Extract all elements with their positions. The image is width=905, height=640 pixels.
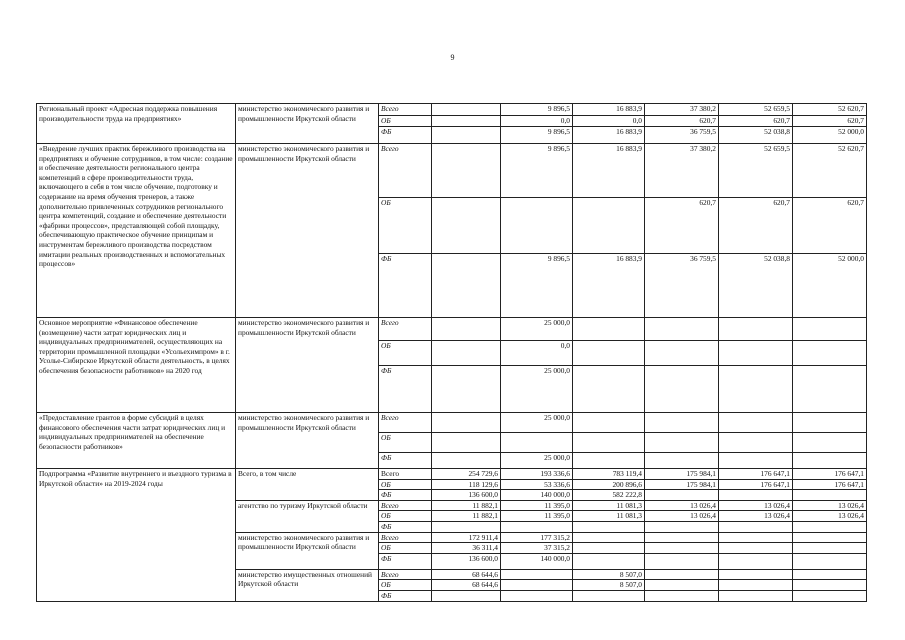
amount-cell	[501, 433, 573, 453]
funding-source-cell: ОБ	[379, 511, 432, 522]
executor-cell: министерство имущественных отношений Иркутской области	[236, 569, 379, 601]
funding-source-cell: ФБ	[379, 366, 432, 413]
amount-cell: 620,7	[645, 116, 719, 127]
table-row	[37, 469, 867, 480]
amount-cell	[645, 521, 719, 532]
amount-cell: 36 759,5	[645, 127, 719, 144]
amount-cell	[573, 532, 645, 543]
amount-cell: 36 759,5	[645, 254, 719, 318]
amount-cell	[719, 521, 793, 532]
amount-cell: 0,0	[501, 341, 573, 366]
amount-cell	[793, 413, 867, 433]
amount-cell: 68 644,6	[432, 580, 501, 591]
amount-cell	[645, 318, 719, 341]
amount-cell	[501, 521, 573, 532]
amount-cell	[793, 543, 867, 554]
amount-cell: 13 026,4	[793, 500, 867, 511]
amount-cell	[645, 532, 719, 543]
amount-cell: 118 129,6	[432, 479, 501, 490]
amount-cell: 13 026,4	[719, 500, 793, 511]
amount-cell: 11 395,0	[501, 500, 573, 511]
amount-cell: 172 911,4	[432, 532, 501, 543]
budget-table	[36, 103, 867, 602]
amount-cell: 13 026,4	[793, 511, 867, 522]
program-name-cell: Подпрограмма «Развитие внутреннего и въездного туризма в Иркутской области» на 2019-2024 годы	[37, 469, 236, 602]
funding-source-cell: ФБ	[379, 521, 432, 532]
amount-cell: 9 896,5	[501, 144, 573, 198]
amount-cell	[432, 433, 501, 453]
amount-cell: 37 380,2	[645, 144, 719, 198]
amount-cell: 36 311,4	[432, 543, 501, 554]
amount-cell	[793, 580, 867, 591]
amount-cell: 9 896,5	[501, 127, 573, 144]
amount-cell: 9 896,5	[501, 254, 573, 318]
amount-cell: 175 984,1	[645, 469, 719, 480]
amount-cell	[432, 104, 501, 116]
executor-cell: министерство экономического развития и промышленности Иркутской области	[236, 532, 379, 569]
amount-cell: 53 336,6	[501, 479, 573, 490]
amount-cell	[573, 198, 645, 254]
amount-cell: 582 222,8	[573, 490, 645, 501]
amount-cell	[645, 366, 719, 413]
funding-source-cell: ФБ	[379, 553, 432, 569]
amount-cell	[719, 433, 793, 453]
funding-source-cell: ОБ	[379, 543, 432, 554]
funding-source-cell: Всего	[379, 569, 432, 580]
program-name-cell: «Предоставление грантов в форме субсидий в целях финансового обеспечения части затрат юридических лиц и индивидуальных предпринимателей на обеспечение безопасности работников»	[37, 413, 236, 469]
amount-cell: 52 038,8	[719, 254, 793, 318]
amount-cell	[432, 341, 501, 366]
funding-source-cell: Всего	[379, 318, 432, 341]
amount-cell	[645, 433, 719, 453]
amount-cell: 200 896,6	[573, 479, 645, 490]
amount-cell: 177 315,2	[501, 532, 573, 543]
amount-cell: 37 380,2	[645, 104, 719, 116]
amount-cell	[432, 116, 501, 127]
amount-cell: 0,0	[573, 116, 645, 127]
amount-cell	[793, 590, 867, 601]
executor-cell: министерство экономического развития и промышленности Иркутской области	[236, 104, 379, 144]
funding-source-cell: ОБ	[379, 116, 432, 127]
funding-source-cell: Всего	[379, 469, 432, 480]
amount-cell	[645, 553, 719, 569]
amount-cell	[432, 318, 501, 341]
amount-cell: 0,0	[501, 116, 573, 127]
amount-cell	[501, 569, 573, 580]
amount-cell	[573, 543, 645, 554]
funding-source-cell: ОБ	[379, 479, 432, 490]
amount-cell	[793, 433, 867, 453]
amount-cell	[793, 366, 867, 413]
amount-cell	[501, 580, 573, 591]
amount-cell: 68 644,6	[432, 569, 501, 580]
amount-cell: 52 038,8	[719, 127, 793, 144]
amount-cell: 11 395,0	[501, 511, 573, 522]
amount-cell	[432, 453, 501, 469]
amount-cell	[719, 413, 793, 433]
amount-cell: 52 659,5	[719, 104, 793, 116]
amount-cell	[573, 521, 645, 532]
amount-cell: 620,7	[793, 116, 867, 127]
amount-cell	[645, 490, 719, 501]
table-row	[37, 413, 867, 433]
amount-cell: 11 081,3	[573, 500, 645, 511]
program-name-cell: Региональный проект «Адресная поддержка повышения производительности труда на предприятиях»	[37, 104, 236, 144]
amount-cell: 620,7	[793, 198, 867, 254]
amount-cell: 13 026,4	[645, 511, 719, 522]
amount-cell	[645, 453, 719, 469]
amount-cell: 176 647,1	[793, 469, 867, 480]
amount-cell: 25 000,0	[501, 366, 573, 413]
amount-cell	[573, 590, 645, 601]
amount-cell	[645, 341, 719, 366]
amount-cell: 8 507,0	[573, 580, 645, 591]
amount-cell: 136 600,0	[432, 490, 501, 501]
funding-source-cell: Всего	[379, 413, 432, 433]
amount-cell	[719, 341, 793, 366]
amount-cell	[645, 569, 719, 580]
amount-cell: 254 729,6	[432, 469, 501, 480]
amount-cell: 52 000,0	[793, 254, 867, 318]
amount-cell: 16 883,9	[573, 254, 645, 318]
amount-cell	[793, 532, 867, 543]
executor-cell: министерство экономического развития и промышленности Иркутской области	[236, 318, 379, 413]
funding-source-cell: ФБ	[379, 490, 432, 501]
amount-cell: 783 119,4	[573, 469, 645, 480]
amount-cell	[719, 580, 793, 591]
amount-cell	[719, 532, 793, 543]
funding-source-cell: Всего	[379, 500, 432, 511]
amount-cell	[719, 453, 793, 469]
amount-cell	[432, 254, 501, 318]
amount-cell	[719, 553, 793, 569]
amount-cell: 11 882,1	[432, 511, 501, 522]
amount-cell	[719, 569, 793, 580]
program-name-cell: «Внедрение лучших практик бережливого производства на предприятиях и обучение сотрудников, в том числе: создание и обеспечение деятельности регионального центра компетенций в сфере производительности труда, включающего в себя в том числе обучение, подготовку и содержание на время обучения тренеров, а также дополнительно привлеченных сотрудников регионального центра компетенций, создание и обеспечение деятельности «фабрики процессов», представляющей собой площадку, обеспечивающую практическое обучение принципам и инструментам бережливого производства посредством имитации реальных производственных и вспомогательных процессов»	[37, 144, 236, 318]
table-row	[37, 318, 867, 341]
amount-cell	[432, 413, 501, 433]
budget-table-body	[37, 104, 867, 602]
amount-cell: 8 507,0	[573, 569, 645, 580]
amount-cell	[573, 413, 645, 433]
amount-cell	[793, 490, 867, 501]
amount-cell	[719, 318, 793, 341]
amount-cell	[432, 366, 501, 413]
amount-cell	[793, 553, 867, 569]
amount-cell	[645, 413, 719, 433]
funding-source-cell: ОБ	[379, 433, 432, 453]
amount-cell: 52 620,7	[793, 144, 867, 198]
amount-cell: 16 883,9	[573, 104, 645, 116]
funding-source-cell: ФБ	[379, 453, 432, 469]
amount-cell	[501, 590, 573, 601]
funding-source-cell: ФБ	[379, 254, 432, 318]
amount-cell: 620,7	[719, 198, 793, 254]
amount-cell: 176 647,1	[719, 469, 793, 480]
amount-cell	[719, 490, 793, 501]
amount-cell	[793, 318, 867, 341]
funding-source-cell: ОБ	[379, 341, 432, 366]
amount-cell	[432, 590, 501, 601]
amount-cell	[645, 543, 719, 554]
amount-cell	[432, 198, 501, 254]
amount-cell: 25 000,0	[501, 318, 573, 341]
amount-cell	[645, 590, 719, 601]
amount-cell: 13 026,4	[645, 500, 719, 511]
amount-cell: 52 659,5	[719, 144, 793, 198]
amount-cell: 620,7	[719, 116, 793, 127]
amount-cell	[573, 366, 645, 413]
amount-cell: 16 883,9	[573, 127, 645, 144]
amount-cell: 193 336,6	[501, 469, 573, 480]
executor-cell: министерство экономического развития и промышленности Иркутской области	[236, 413, 379, 469]
amount-cell	[793, 453, 867, 469]
amount-cell: 620,7	[645, 198, 719, 254]
funding-source-cell: ФБ	[379, 127, 432, 144]
amount-cell: 11 081,3	[573, 511, 645, 522]
amount-cell	[573, 453, 645, 469]
funding-source-cell: Всего	[379, 532, 432, 543]
amount-cell: 11 882,1	[432, 500, 501, 511]
amount-cell	[645, 580, 719, 591]
amount-cell	[719, 366, 793, 413]
amount-cell	[432, 127, 501, 144]
amount-cell: 176 647,1	[719, 479, 793, 490]
funding-source-cell: Всего	[379, 104, 432, 116]
amount-cell	[793, 569, 867, 580]
amount-cell: 136 600,0	[432, 553, 501, 569]
amount-cell	[432, 521, 501, 532]
amount-cell: 176 647,1	[793, 479, 867, 490]
amount-cell: 25 000,0	[501, 453, 573, 469]
amount-cell: 16 883,9	[573, 144, 645, 198]
amount-cell	[719, 590, 793, 601]
amount-cell	[719, 543, 793, 554]
amount-cell: 13 026,4	[719, 511, 793, 522]
executor-cell: агентство по туризму Иркутской области	[236, 500, 379, 532]
amount-cell: 52 620,7	[793, 104, 867, 116]
amount-cell: 175 984,1	[645, 479, 719, 490]
amount-cell	[432, 144, 501, 198]
page-number: 9	[450, 53, 455, 62]
amount-cell	[793, 341, 867, 366]
table-row	[37, 144, 867, 198]
funding-source-cell: ОБ	[379, 580, 432, 591]
amount-cell: 9 896,5	[501, 104, 573, 116]
amount-cell	[501, 198, 573, 254]
amount-cell	[573, 553, 645, 569]
program-name-cell: Основное мероприятие «Финансовое обеспечение (возмещение) части затрат юридических лиц и индивидуальных предпринимателей, осуществляющих на территории промышленной площадки «Усольехимпром» в г. Усолье-Сибирское Иркутской области деятельность, в целях обеспечения безопасности работников» на 2020 год	[37, 318, 236, 413]
funding-source-cell: Всего	[379, 144, 432, 198]
table-row	[37, 104, 867, 116]
amount-cell: 140 000,0	[501, 553, 573, 569]
amount-cell: 25 000,0	[501, 413, 573, 433]
funding-source-cell: ОБ	[379, 198, 432, 254]
amount-cell	[573, 433, 645, 453]
amount-cell	[573, 318, 645, 341]
amount-cell: 140 000,0	[501, 490, 573, 501]
funding-source-cell: ФБ	[379, 590, 432, 601]
amount-cell	[793, 521, 867, 532]
amount-cell: 52 000,0	[793, 127, 867, 144]
executor-cell: Всего, в том числе	[236, 469, 379, 501]
executor-cell: министерство экономического развития и промышленности Иркутской области	[236, 144, 379, 318]
amount-cell: 37 315,2	[501, 543, 573, 554]
amount-cell	[573, 341, 645, 366]
